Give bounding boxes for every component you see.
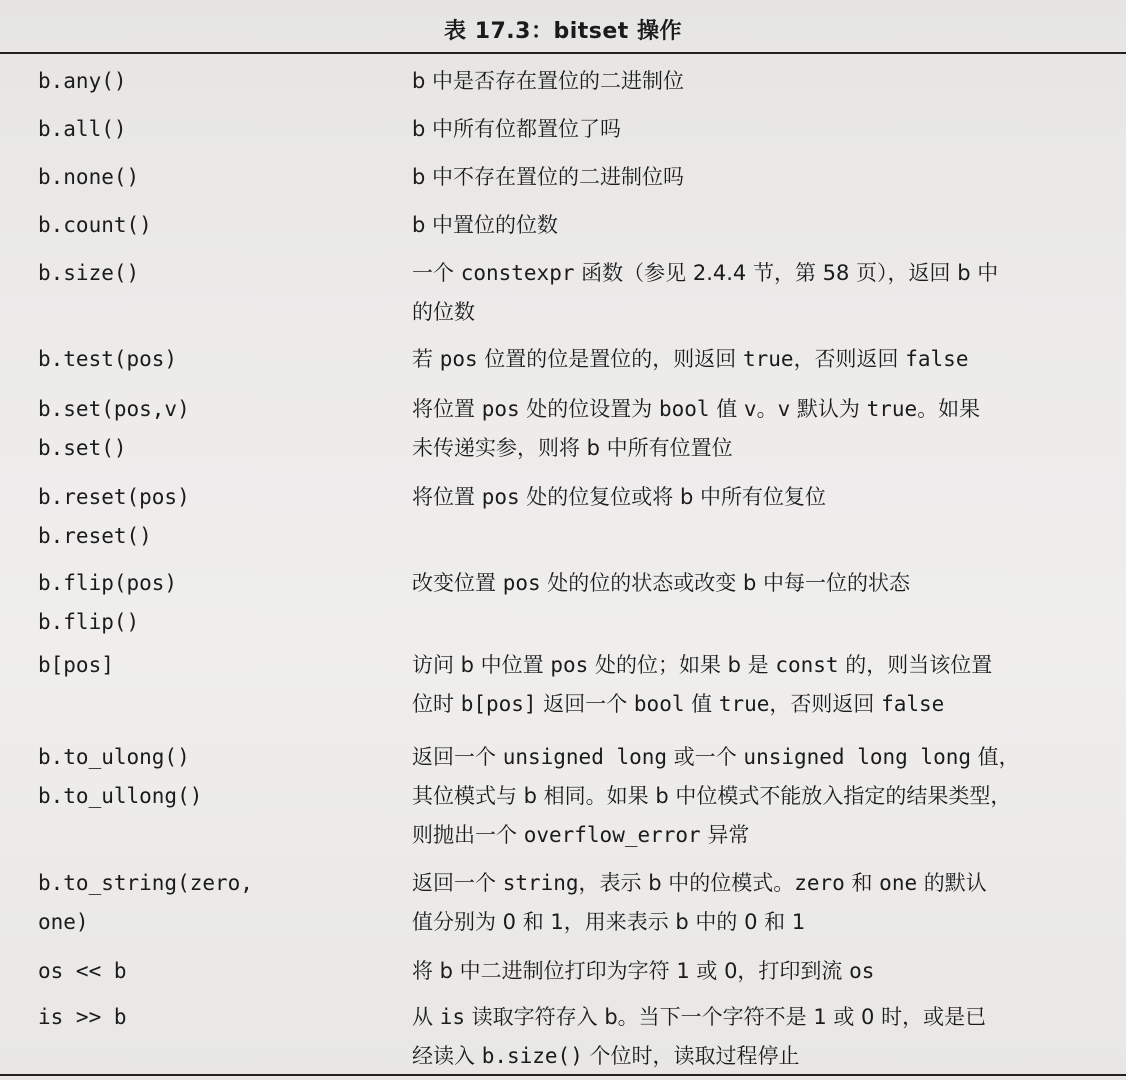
operation-cell	[38, 390, 388, 468]
code-term: b.size()	[481, 1044, 583, 1068]
description-text: 函数（参见 2.4.4 节，第 58 页），返回 b 中	[574, 261, 999, 285]
description-text: 若	[412, 347, 440, 371]
description-line	[412, 685, 1118, 724]
description-cell	[412, 158, 1118, 197]
description-line	[412, 1037, 1118, 1076]
description-cell	[412, 564, 1118, 603]
description-text: 返回一个	[536, 692, 634, 716]
code-term: b[pos]	[460, 692, 537, 716]
description-text: 访问 b 中位置	[412, 653, 551, 677]
description-text: 将 b 中二进制位打印为字符 1 或 0，打印到流	[412, 959, 850, 983]
operation-cell	[38, 738, 388, 816]
description-line	[412, 903, 1118, 942]
description-text: 默认为	[790, 397, 867, 421]
description-line	[412, 429, 1118, 468]
description-line	[412, 110, 1118, 149]
description-text: b 中置位的位数	[412, 213, 559, 237]
description-text: 或一个	[667, 745, 744, 769]
bleed-through-text	[60, 0, 360, 14]
description-cell	[412, 738, 1118, 855]
code-term: is	[439, 1005, 465, 1029]
description-cell	[412, 206, 1118, 245]
description-text: b 中是否存在置位的二进制位	[412, 69, 685, 93]
description-line	[412, 478, 1118, 517]
description-line	[412, 254, 1118, 293]
code-term: overflow_error	[523, 823, 701, 847]
description-text: ，否则返回	[793, 347, 906, 371]
description-text: ，否则返回	[769, 692, 882, 716]
description-text: 位置的位是置位的，则返回	[477, 347, 743, 371]
description-cell	[412, 62, 1118, 101]
description-text: b 中不存在置位的二进制位吗	[412, 165, 685, 189]
operation-cell	[38, 864, 388, 942]
code-term: false	[905, 347, 969, 371]
description-cell	[412, 340, 1118, 379]
description-line	[412, 158, 1118, 197]
description-line	[412, 777, 1118, 816]
description-line	[412, 738, 1118, 777]
operation-cell	[38, 254, 388, 293]
description-text: 值，	[971, 745, 1020, 769]
description-text: 值分别为 0 和 1，用来表示 b 中的 0 和 1	[412, 910, 806, 934]
code-term: unsigned long	[502, 745, 668, 769]
description-line	[412, 998, 1118, 1037]
code-term: true	[866, 397, 918, 421]
operation-cell	[38, 158, 388, 197]
description-text: 。如果	[917, 397, 981, 421]
code-term: os	[849, 959, 875, 983]
description-text: 位时	[412, 692, 461, 716]
operation-cell	[38, 646, 388, 685]
description-text: 值	[684, 692, 719, 716]
description-text: 读取字符存入 b。当下一个字符不是 1 或 0 时，或是已	[464, 1005, 987, 1029]
operation-cell	[38, 206, 388, 245]
description-line	[412, 646, 1118, 685]
description-text: 返回一个	[412, 871, 503, 895]
description-cell	[412, 864, 1118, 942]
operation-line: b.to_string(zero,	[38, 871, 253, 895]
operation-line: b.flip(pos)	[38, 571, 178, 595]
operation-cell	[38, 340, 388, 379]
table-top-rule	[0, 52, 1126, 54]
description-text: 其位模式与 b 相同。如果 b 中位模式不能放入指定的结果类型，	[412, 784, 1012, 808]
description-line	[412, 390, 1118, 429]
operation-line: b.none()	[38, 165, 140, 189]
code-term: v	[777, 397, 791, 421]
operation-cell	[38, 952, 388, 991]
code-term: pos	[481, 397, 520, 421]
operation-cell	[38, 564, 388, 642]
description-text: 将位置	[412, 397, 482, 421]
description-cell	[412, 952, 1118, 991]
operation-line: b.any()	[38, 69, 127, 93]
description-line	[412, 206, 1118, 245]
description-line	[412, 340, 1118, 379]
operation-line: b.reset()	[38, 524, 152, 548]
description-line	[412, 864, 1118, 903]
description-text: 的，则当该位置	[838, 653, 993, 677]
code-term: constexpr	[460, 261, 575, 285]
operation-line: b.all()	[38, 117, 127, 141]
table-bottom-rule	[0, 1074, 1126, 1076]
description-text: 返回一个	[412, 745, 503, 769]
description-text: 从	[412, 1005, 440, 1029]
operation-line: b.to_ullong()	[38, 784, 203, 808]
description-text: 经读入	[412, 1044, 482, 1068]
description-line	[412, 62, 1118, 101]
description-cell	[412, 998, 1118, 1076]
description-text: ，表示 b 中的位模式。	[578, 871, 795, 895]
operation-line: b.set()	[38, 436, 127, 460]
description-line	[412, 952, 1118, 991]
operation-line: is >> b	[38, 1005, 127, 1029]
description-cell	[412, 478, 1118, 517]
description-text: 将位置	[412, 485, 482, 509]
table-title: 表 17.3：bitset 操作	[444, 19, 682, 44]
operation-cell	[38, 62, 388, 101]
description-text: 的默认	[917, 871, 987, 895]
code-term: pos	[481, 485, 520, 509]
operation-cell	[38, 478, 388, 556]
operation-line: b.to_ulong()	[38, 745, 190, 769]
description-text: 的位数	[412, 300, 475, 324]
code-term: pos	[550, 653, 589, 677]
operation-cell	[38, 998, 388, 1037]
description-text: b 中所有位都置位了吗	[412, 117, 622, 141]
description-text: 未传递实参，则将 b 中所有位置位	[412, 436, 733, 460]
operation-line: b.set(pos,v)	[38, 397, 190, 421]
description-line	[412, 816, 1118, 855]
description-text: 则抛出一个	[412, 823, 524, 847]
code-term: const	[775, 653, 839, 677]
operation-line: b.flip()	[38, 610, 140, 634]
code-term: bool	[633, 692, 685, 716]
description-text: 改变位置	[412, 571, 503, 595]
code-term: bool	[658, 397, 710, 421]
description-text: 处的位；如果 b 是	[588, 653, 776, 677]
code-term: unsigned long long	[743, 745, 971, 769]
description-cell	[412, 646, 1118, 724]
description-text: 值	[709, 397, 744, 421]
description-text: 。	[756, 397, 778, 421]
description-text: 处的位设置为	[519, 397, 659, 421]
operation-line: b[pos]	[38, 653, 114, 677]
code-term: true	[718, 692, 770, 716]
operation-line: one)	[38, 910, 89, 934]
code-term: zero	[794, 871, 845, 895]
operation-line: b.size()	[38, 261, 140, 285]
code-term: pos	[502, 571, 541, 595]
operation-cell	[38, 110, 388, 149]
code-term: string	[502, 871, 579, 895]
code-term: one	[879, 871, 918, 895]
code-term: pos	[439, 347, 478, 371]
description-text: 一个	[412, 261, 461, 285]
operation-line: b.test(pos)	[38, 347, 178, 371]
description-cell	[412, 390, 1118, 468]
description-text: 个位时，读取过程停止	[582, 1044, 800, 1068]
operation-line: os << b	[38, 959, 127, 983]
code-term: true	[742, 347, 794, 371]
description-line	[412, 564, 1118, 603]
description-cell	[412, 110, 1118, 149]
description-line	[412, 293, 1118, 332]
description-cell	[412, 254, 1118, 332]
code-term: false	[881, 692, 945, 716]
description-text: 异常	[700, 823, 750, 847]
operation-line: b.count()	[38, 213, 152, 237]
description-text: 处的位的状态或改变 b 中每一位的状态	[540, 571, 910, 595]
description-text: 处的位复位或将 b 中所有位复位	[519, 485, 826, 509]
description-text: 和	[844, 871, 880, 895]
operation-line: b.reset(pos)	[38, 485, 190, 509]
code-term: v	[743, 397, 757, 421]
